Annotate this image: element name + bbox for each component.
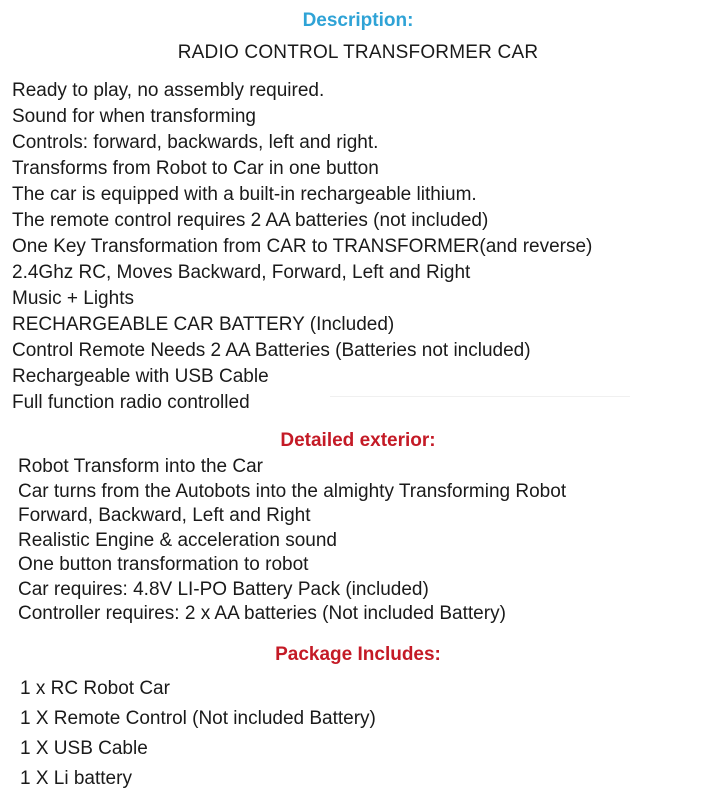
description-item: Rechargeable with USB Cable	[12, 366, 269, 387]
exterior-item: One button transformation to robot	[18, 554, 309, 575]
exterior-item: Realistic Engine & acceleration sound	[18, 529, 337, 551]
exterior-list	[18, 455, 566, 627]
package-item: 1 X Li battery	[20, 768, 132, 789]
description-item: One Key Transformation from CAR to TRANSFORMER(and reverse)	[12, 236, 593, 257]
description-item: 2.4Ghz RC, Moves Backward, Forward, Left and Right	[12, 262, 471, 283]
package-item: 1 X USB Cable	[20, 738, 148, 759]
description-item: The remote control requires 2 AA batteries (not included)	[12, 210, 489, 231]
product-title: RADIO CONTROL TRANSFORMER CAR	[177, 42, 539, 63]
description-item: Sound for when transforming	[12, 106, 256, 127]
divider	[330, 396, 630, 397]
exterior-item: Controller requires: 2 x AA batteries (Not included Battery)	[18, 603, 506, 624]
description-list	[12, 78, 592, 416]
description-item: Transforms from Robot to Car in one button	[12, 158, 379, 179]
description-item: Controls: forward, backwards, left and right.	[12, 132, 379, 153]
description-heading: Description:	[302, 10, 414, 31]
description-item: Music + Lights	[12, 288, 134, 309]
description-item: Ready to play, no assembly required.	[12, 80, 325, 101]
package-item: 1 X Remote Control (Not included Battery)	[20, 708, 376, 729]
description-item: Full function radio controlled	[12, 392, 250, 413]
exterior-item: Robot Transform into the Car	[18, 456, 263, 477]
exterior-item: Car turns from the Autobots into the almighty Transforming Robot	[18, 480, 567, 502]
package-item: 1 x RC Robot Car	[20, 678, 170, 699]
exterior-heading: Detailed exterior:	[280, 430, 436, 451]
package-heading: Package Includes:	[275, 644, 441, 665]
package-list	[20, 674, 376, 794]
description-item: The car is equipped with a built-in rechargeable lithium.	[12, 184, 477, 205]
exterior-item: Car requires: 4.8V LI-PO Battery Pack (included)	[18, 578, 429, 600]
exterior-item: Forward, Backward, Left and Right	[18, 505, 311, 526]
description-item: RECHARGEABLE CAR BATTERY (Included)	[12, 314, 395, 335]
description-item: Control Remote Needs 2 AA Batteries (Batteries not included)	[12, 340, 531, 361]
